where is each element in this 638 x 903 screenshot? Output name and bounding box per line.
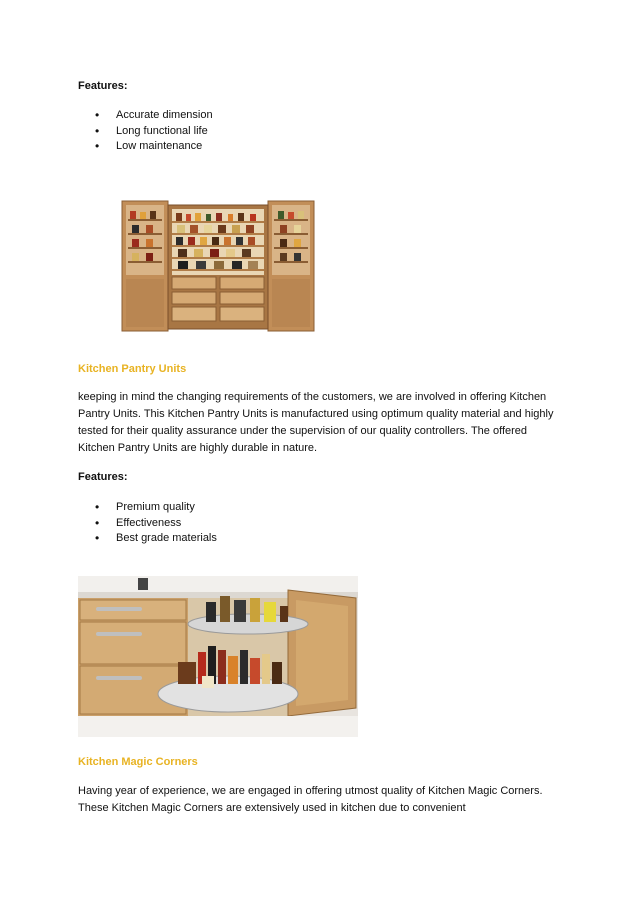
- pantry-unit-image: [120, 197, 316, 333]
- section-title-magic-corners: Kitchen Magic Corners: [78, 756, 198, 768]
- list-item: • Low maintenance: [78, 139, 213, 155]
- list-item: • Accurate dimension: [78, 108, 213, 124]
- magic-corner-image: [78, 576, 358, 737]
- magic-corners-description: Having year of experience, we are engaged in offering utmost quality of Kitchen Magic Corners. These Kitchen Magic Corners are extensively used in kitchen due to convenient: [78, 785, 543, 814]
- list-item: • Effectiveness: [78, 516, 217, 532]
- list-item: • Long functional life: [78, 124, 213, 140]
- pantry-units-description: keeping in mind the changing requirements of the customers, we are involved in offering Kitchen Pantry Units. This Kitchen Pantry Units is manufactured using optimum quality material and highly tested for their quality assurance under the supervision of our quality controllers. The offered Kitchen Pantry Units are highly durable in nature.: [78, 391, 554, 454]
- features-label: Features:: [78, 471, 128, 483]
- features-label: Features:: [78, 80, 128, 92]
- feature-list: [78, 108, 213, 155]
- list-item: • Best grade materials: [78, 531, 217, 547]
- feature-list: [78, 500, 217, 547]
- section-title-pantry-units: Kitchen Pantry Units: [78, 363, 187, 375]
- list-item: • Premium quality: [78, 500, 217, 516]
